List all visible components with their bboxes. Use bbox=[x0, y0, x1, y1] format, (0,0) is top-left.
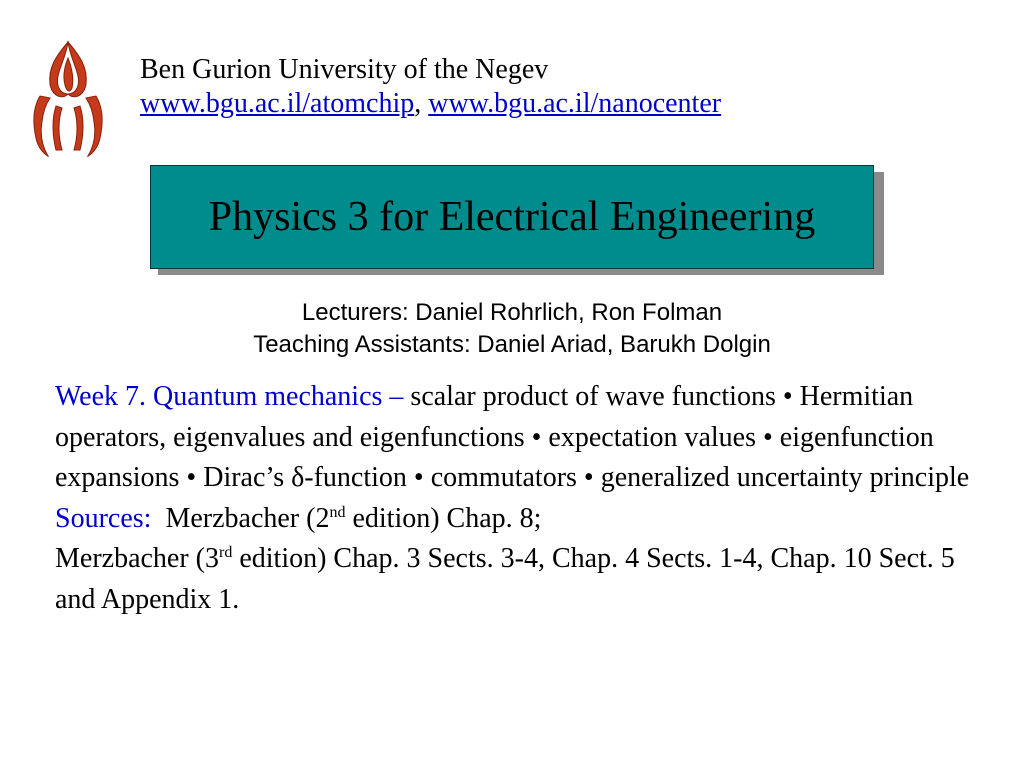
source-2-pre: Merzbacher (3 bbox=[55, 543, 220, 574]
lecturers-line: Lecturers: Daniel Rohrlich, Ron Folman bbox=[301, 299, 723, 326]
source-1-post: edition) Chap. 8; bbox=[345, 502, 542, 534]
source-1-pre: Merzbacher (2 bbox=[165, 502, 330, 534]
sources-line-2 bbox=[55, 539, 975, 620]
header bbox=[140, 53, 721, 121]
title-box bbox=[150, 165, 874, 269]
week-topics: scalar product of wave functions • Hermitian operators, eigenvalues and eigenfunctions • expectation values • eigenfunction expansions • Dirac’s δ-function • commutators • generalized uncertainty principle bbox=[55, 381, 970, 493]
sources-line-1 bbox=[55, 499, 975, 540]
sources-label: Sources: bbox=[55, 502, 152, 534]
source-1-sup: nd bbox=[329, 503, 346, 521]
links-line bbox=[140, 87, 721, 121]
atomchip-link[interactable]: www.bgu.ac.il/atomchip bbox=[140, 88, 415, 119]
university-name: Ben Gurion University of the Negev bbox=[140, 54, 549, 85]
link-separator: , bbox=[414, 88, 422, 119]
assistants-line: Teaching Assistants: Daniel Ariad, Barukh Dolgin bbox=[253, 331, 771, 358]
staff-block bbox=[0, 297, 1024, 361]
bgu-logo-icon bbox=[26, 38, 112, 160]
source-2-post: edition) Chap. 3 Sects. 3-4, Chap. 4 Sects. 1-4, Chap. 10 Sect. 5 and Appendix 1. bbox=[55, 543, 955, 615]
week-heading: Week 7. Quantum mechanics – bbox=[55, 381, 404, 412]
week-content bbox=[55, 377, 975, 620]
source-2-sup: rd bbox=[219, 544, 233, 561]
week-paragraph bbox=[55, 377, 975, 499]
nanocenter-link[interactable]: www.bgu.ac.il/nanocenter bbox=[428, 88, 722, 119]
page-title: Physics 3 for Electrical Engineering bbox=[208, 194, 816, 240]
